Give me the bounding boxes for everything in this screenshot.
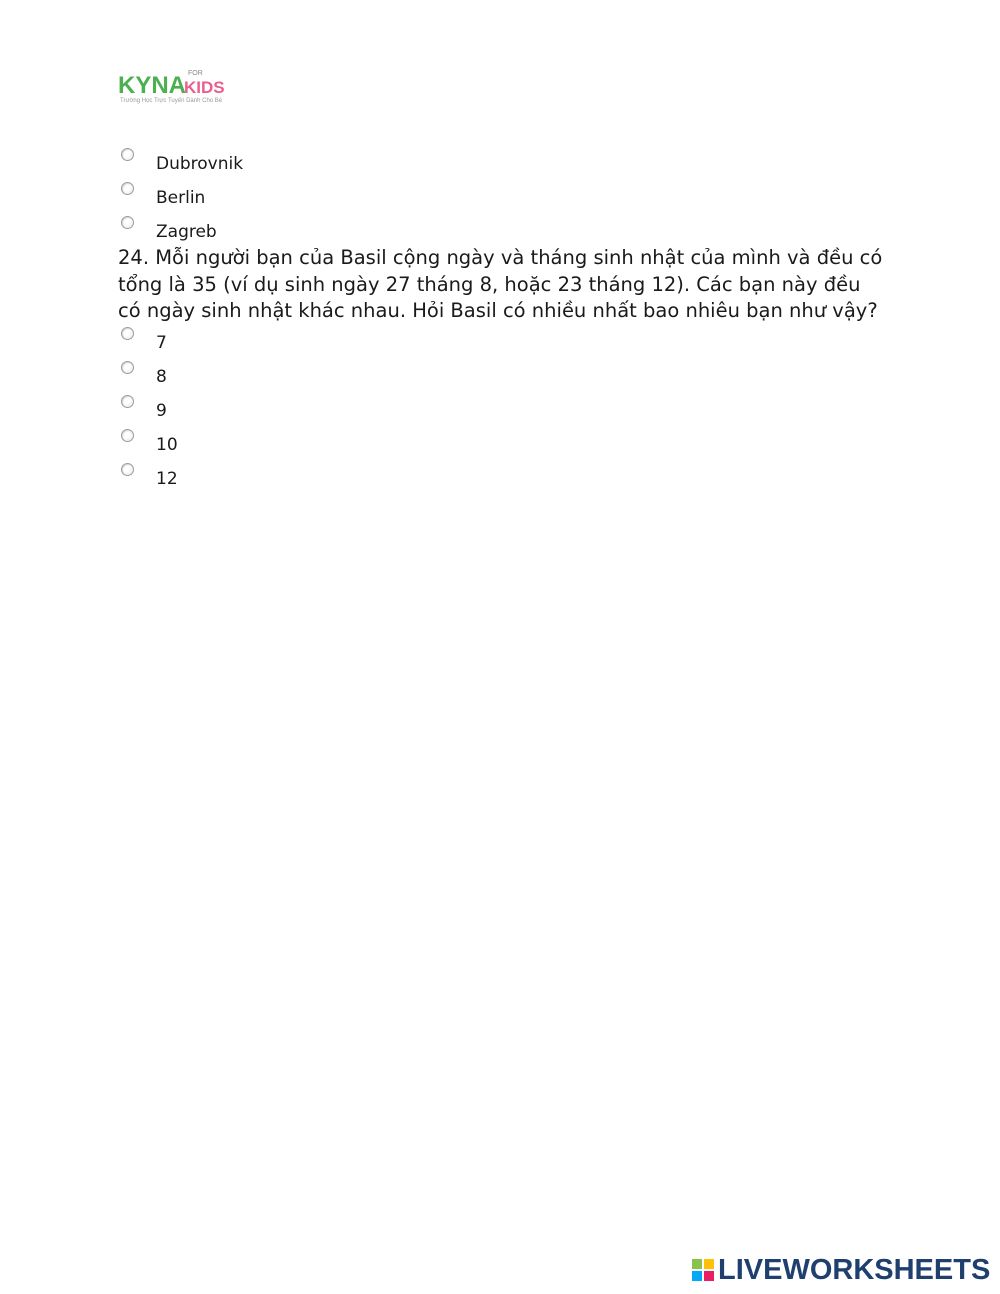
liveworksheets-blocks-icon bbox=[692, 1259, 714, 1281]
logo-tagline: Trường Học Trực Tuyến Dành Cho Bé bbox=[120, 98, 223, 104]
logo-kyna-text: KYNA bbox=[118, 72, 187, 99]
radio-button[interactable] bbox=[121, 395, 134, 408]
option-9[interactable] bbox=[118, 395, 518, 425]
logo-for-text: FOR bbox=[188, 70, 203, 77]
option-label: Zagreb bbox=[156, 222, 217, 242]
kyna-kids-logo bbox=[118, 70, 248, 110]
logo-kids-text: KIDS bbox=[184, 78, 225, 97]
option-12[interactable] bbox=[118, 463, 518, 493]
radio-button[interactable] bbox=[121, 182, 134, 195]
option-label: 9 bbox=[156, 401, 167, 421]
option-label: Berlin bbox=[156, 188, 206, 208]
radio-button[interactable] bbox=[121, 327, 134, 340]
radio-button[interactable] bbox=[121, 148, 134, 161]
option-10[interactable] bbox=[118, 429, 518, 459]
option-zagreb[interactable] bbox=[118, 216, 518, 246]
liveworksheets-text: LIVEWORKSHEETS bbox=[718, 1254, 991, 1286]
radio-button[interactable] bbox=[121, 429, 134, 442]
option-8[interactable] bbox=[118, 361, 518, 391]
option-7[interactable] bbox=[118, 327, 518, 357]
radio-button[interactable] bbox=[121, 463, 134, 476]
radio-button[interactable] bbox=[121, 216, 134, 229]
option-label: 7 bbox=[156, 333, 167, 353]
option-dubrovnik[interactable] bbox=[118, 148, 518, 178]
question-24-text: 24. Mỗi người bạn của Basil cộng ngày và tháng sinh nhật của mình và đều có tổng là 35 (ví dụ sinh ngày 27 tháng 8, hoặc 23 tháng 12). Các bạn này đều có ngày sinh nhật khác nhau. Hỏi Basil có nhiều nhất bao nhiêu bạn như vậy? bbox=[118, 246, 883, 322]
option-label: 10 bbox=[156, 435, 178, 455]
liveworksheets-brand bbox=[692, 1253, 992, 1287]
option-label: Dubrovnik bbox=[156, 154, 244, 174]
option-label: 8 bbox=[156, 367, 167, 387]
option-berlin[interactable] bbox=[118, 182, 518, 212]
radio-button[interactable] bbox=[121, 361, 134, 374]
option-label: 12 bbox=[156, 469, 178, 489]
